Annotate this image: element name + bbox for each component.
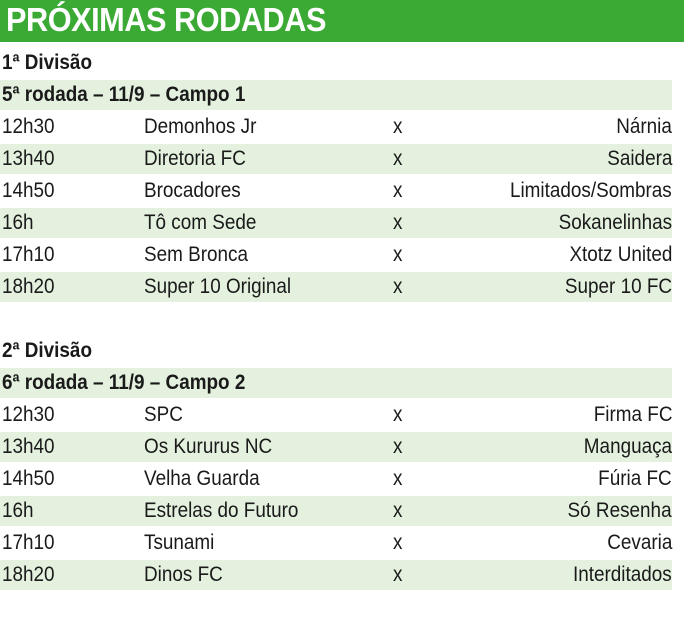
match-row: [0, 496, 672, 526]
home-team: Diretoria FC: [144, 147, 246, 170]
round-title: 6ª rodada – 11/9 – Campo 2: [0, 368, 672, 398]
match-row: [0, 176, 672, 206]
match-time: 13h40: [2, 435, 55, 458]
away-team: Xtotz United: [569, 243, 672, 266]
home-team: Sem Bronca: [144, 243, 249, 266]
home-team: Demonhos Jr: [144, 115, 257, 138]
match-time: 13h40: [2, 147, 55, 170]
versus-marker: x: [393, 179, 403, 202]
versus-marker: x: [393, 275, 403, 298]
versus-marker: x: [393, 531, 403, 554]
match-time: 16h: [2, 499, 34, 522]
match-row: [0, 112, 672, 142]
match-time: 17h10: [2, 531, 55, 554]
match-row: [0, 272, 672, 302]
versus-marker: x: [393, 115, 403, 138]
home-team: Os Kururus NC: [144, 435, 273, 458]
match-row: [0, 208, 672, 238]
away-team: Saidera: [606, 147, 672, 170]
match-row: [0, 560, 672, 590]
home-team: Super 10 Original: [144, 275, 292, 298]
away-team: Interditados: [573, 563, 672, 586]
versus-marker: x: [393, 211, 403, 234]
versus-marker: x: [393, 563, 403, 586]
versus-marker: x: [393, 499, 403, 522]
match-row: [0, 432, 672, 462]
home-team: Tô com Sede: [144, 211, 257, 234]
away-team: Super 10 FC: [564, 275, 672, 298]
away-team: Limitados/Sombras: [510, 179, 672, 202]
match-row: [0, 144, 672, 174]
page-title: PRÓXIMAS RODADAS: [6, 1, 326, 38]
home-team: Tsunami: [144, 531, 215, 554]
match-row: [0, 464, 672, 494]
match-time: 14h50: [2, 179, 55, 202]
away-team: Nárnia: [616, 115, 672, 138]
away-team: Só Resenha: [567, 499, 672, 522]
match-time: 14h50: [2, 467, 55, 490]
division-title: 2ª Divisão: [2, 339, 92, 362]
away-team: Manguaça: [583, 435, 672, 458]
versus-marker: x: [393, 435, 403, 458]
versus-marker: x: [393, 147, 403, 170]
match-time: 18h20: [2, 563, 55, 586]
home-team: Brocadores: [144, 179, 241, 202]
match-time: 18h20: [2, 275, 55, 298]
home-team: Velha Guarda: [144, 467, 260, 490]
versus-marker: x: [393, 403, 403, 426]
away-team: Fúria FC: [598, 467, 672, 490]
match-time: 12h30: [2, 403, 55, 426]
home-team: SPC: [144, 403, 183, 426]
home-team: Dinos FC: [144, 563, 223, 586]
match-row: [0, 528, 672, 558]
away-team: Cevaria: [606, 531, 672, 554]
match-row: [0, 400, 672, 430]
match-time: 12h30: [2, 115, 55, 138]
versus-marker: x: [393, 243, 403, 266]
versus-marker: x: [393, 467, 403, 490]
match-row: [0, 240, 672, 270]
round-title: 5ª rodada – 11/9 – Campo 1: [0, 80, 672, 110]
home-team: Estrelas do Futuro: [144, 499, 299, 522]
section-header: [0, 0, 684, 42]
match-time: 17h10: [2, 243, 55, 266]
match-time: 16h: [2, 211, 34, 234]
away-team: Firma FC: [593, 403, 672, 426]
away-team: Sokanelinhas: [558, 211, 672, 234]
division-title: 1ª Divisão: [2, 51, 92, 74]
